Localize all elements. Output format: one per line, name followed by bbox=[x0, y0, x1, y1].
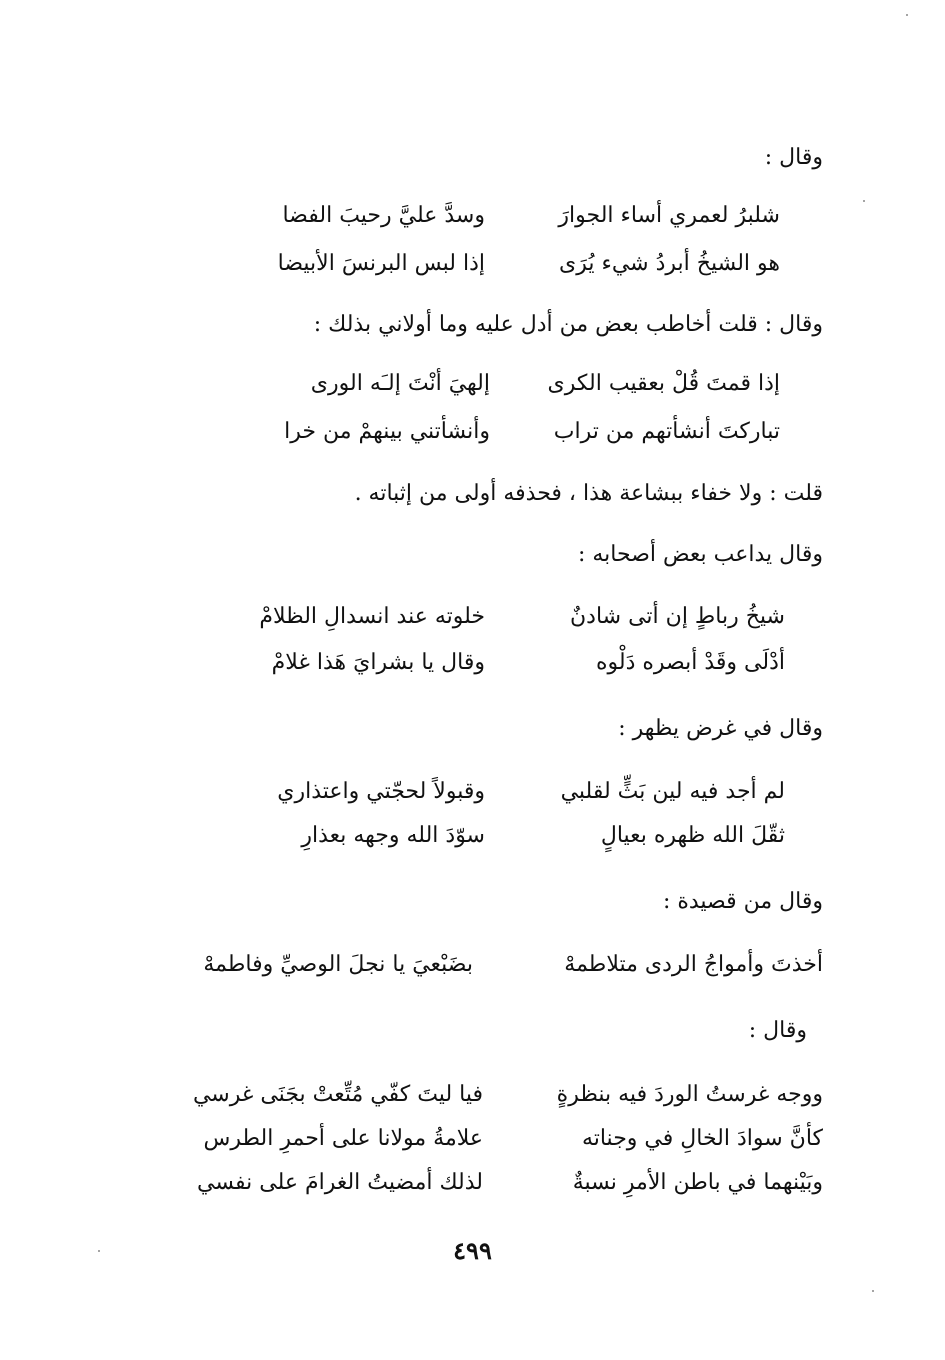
verse-line bbox=[277, 777, 785, 807]
intro-line: وقال : bbox=[764, 145, 823, 170]
verse-first-hemistich: وبَيْنهما في باطن الأمرِ نسبةٌ bbox=[572, 1170, 823, 1195]
page-number: ٤٩٩ bbox=[453, 1236, 492, 1265]
verse-line bbox=[282, 201, 780, 231]
scan-speck bbox=[872, 1290, 874, 1292]
verse-second-hemistich: لذلك أمضيتُ الغرامَ على نفسي bbox=[197, 1170, 483, 1195]
intro-line: وقال : قلت أخاطب بعض من أدل عليه وما أولاني بذلك : bbox=[313, 312, 823, 337]
verse-second-hemistich: وأنشأتني بينهمْ من خرا bbox=[284, 419, 490, 444]
intro-line: وقال في غرض يظهر : bbox=[618, 716, 823, 741]
verse-line bbox=[301, 821, 785, 851]
verse-second-hemistich: سوّدَ الله وجهه بعذارِ bbox=[301, 823, 485, 848]
verse-second-hemistich: وسدَّ عليَّ رحيبَ الفضا bbox=[282, 203, 485, 228]
scan-speck bbox=[98, 1250, 100, 1252]
verse-first-hemistich: ثقّلَ الله ظهره بعيالٍ bbox=[600, 823, 785, 848]
verse-line bbox=[203, 1124, 823, 1154]
verse-line bbox=[284, 417, 780, 447]
intro-line: وقال من قصيدة : bbox=[662, 889, 823, 914]
verse-first-hemistich: لم أجد فيه لين بَثٍّ لقلبي bbox=[560, 779, 785, 804]
verse-second-hemistich: وقبولاً لحجّتي واعتذاري bbox=[277, 779, 485, 804]
verse-second-hemistich: إذا لبس البرنسَ الأبيضا bbox=[277, 251, 485, 276]
scan-speck bbox=[906, 14, 908, 16]
verse-line bbox=[278, 249, 780, 279]
verse-first-hemistich: شيخُ رباطٍ إن أتى شادنٌ bbox=[570, 604, 785, 629]
verse-second-hemistich: خلوته عند انسدالِ الظلامْ bbox=[259, 604, 485, 629]
verse-first-hemistich: ووجه غرستُ الوردَ فيه بنظرةٍ bbox=[556, 1082, 823, 1107]
verse-first-hemistich: شلبرُ لعمري أساء الجوارَ bbox=[558, 203, 780, 228]
intro-line: وقال يداعب بعض أصحابه : bbox=[577, 542, 823, 567]
verse-first-hemistich: إذا قمتَ قُلْ بعقيب الكرى bbox=[547, 371, 780, 396]
verse-second-hemistich: بضَبْعيَ يا نجلَ الوصيِّ وفاطمهْ bbox=[203, 952, 473, 977]
verse-second-hemistich: وقال يا بشرايَ هَذا غلامْ bbox=[271, 650, 485, 675]
verse-first-hemistich: تباركتَ أنشأتهم من تراب bbox=[553, 419, 780, 444]
scan-speck bbox=[863, 200, 865, 202]
verse-line bbox=[197, 1168, 823, 1198]
verse-second-hemistich: علامةُ مولانا على أحمرِ الطرس bbox=[203, 1126, 483, 1151]
verse-second-hemistich: فيا ليتَ كفّي مُتِّعتْ بجَنَى غرسي bbox=[192, 1082, 483, 1107]
verse-line bbox=[311, 369, 780, 399]
commentary-line: قلت : ولا خفاء ببشاعة هذا ، فحذفه أولى من إثباته . bbox=[354, 481, 823, 506]
verse-first-hemistich: أخذتَ وأمواجُ الردى متلاطمهْ bbox=[564, 952, 823, 977]
intro-line: وقال : bbox=[748, 1018, 807, 1043]
verse-first-hemistich: أدْلَى وقَدْ أبصره دَلْوه bbox=[596, 650, 785, 675]
verse-line bbox=[272, 648, 785, 678]
verse-second-hemistich: إلهيَ أنْتَ إلـَه الورى bbox=[310, 371, 490, 396]
verse-line bbox=[193, 1080, 823, 1110]
verse-first-hemistich: كأنَّ سوادَ الخالِ في وجناته bbox=[581, 1126, 823, 1151]
verse-line bbox=[259, 602, 785, 632]
verse-first-hemistich: هو الشيخُ أبردُ شيء يُرَى bbox=[559, 251, 780, 276]
verse-line bbox=[203, 950, 823, 980]
